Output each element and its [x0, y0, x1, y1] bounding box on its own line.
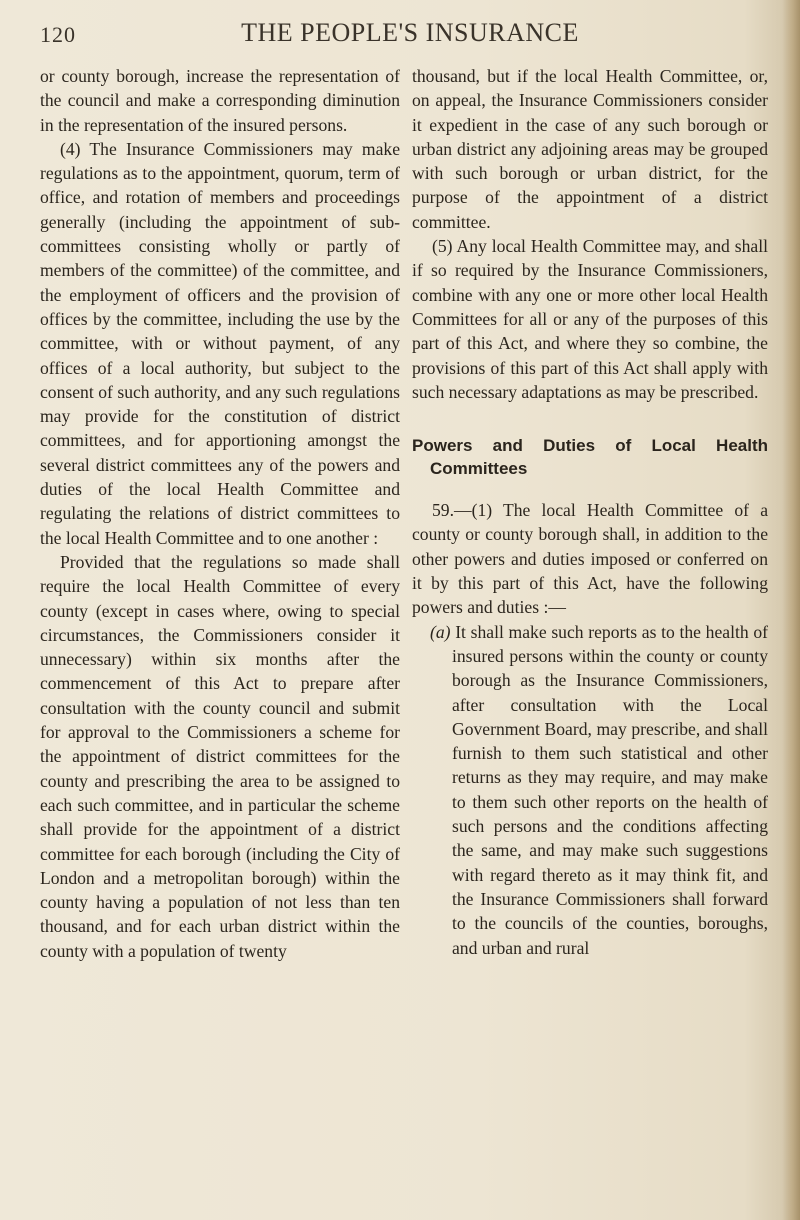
- left-column: [40, 64, 400, 963]
- paragraph-continuation-right: thousand, but if the local Health Committee, or, on appeal, the Insurance Commissioners consider it expedient in the case of any such borough or urban district any adjoining areas may be grouped with such borough or urban district, for the purpose of the appointment of a district committee.: [412, 66, 768, 232]
- clause-a: [412, 620, 768, 960]
- section-heading: [412, 434, 768, 480]
- paragraph-proviso: Provided that the regulations so made shall require the local Health Committee of every county (except in cases where, owing to special circumstances, the Commissioners consider it unnecessary) within six months after the commencement of this Act to prepare after consultation with the county council and submit for approval to the Commissioners a scheme for the appointment of district committees for the county and prescribing the area to be assigned to each such committee, and in particular the scheme shall provide for the appointment of a district committee for each borough (including the City of London and a metropolitan borough) within the county having a population of not less than ten thousand, and for each urban district within the county with a population of twenty: [40, 551, 400, 961]
- clause-a-text: It shall make such reports as to the health of insured persons within the county or county borough as the Insurance Commissioners, after consultation with the Local Government Board, may prescribe, and shall furnish to them such statistical and other returns as they may require, and may make to them such other reports on the health of such persons and the conditions affecting the same, and may make such suggestions with regard thereto as it may think fit, and the Insurance Commissioners shall forward to the councils of the counties, boroughs, and urban and rural: [452, 621, 768, 958]
- page-number: 120: [40, 22, 76, 47]
- running-head: THE PEOPLE'S INSURANCE: [241, 18, 579, 47]
- clause-a-label: (a): [430, 621, 451, 642]
- paragraph-section-59: 59.—(1) The local Health Committee of a county or county borough shall, in addition to the other powers and duties imposed or conferred on it by this part of this Act, have the following powers and duties :—: [412, 500, 768, 618]
- section-heading-line-1: Powers and Duties of Local Health: [412, 436, 768, 456]
- paragraph-continuation: or county borough, increase the representation of the council and make a corresponding diminution in the representation of the insured persons.: [40, 66, 400, 135]
- right-column: [412, 64, 768, 960]
- section-heading-line-2: Committees: [430, 459, 528, 479]
- paragraph-subsection-5: (5) Any local Health Committee may, and shall if so required by the Insurance Commissioners, combine with any one or more other local Health Committees for all or any of the purposes of this part of this Act, and where they so combine, the provisions of this part of this Act shall apply with such necessary adaptations as may be prescribed.: [412, 236, 768, 402]
- page-edge-shadow: [782, 0, 800, 1220]
- page-header: [40, 18, 780, 54]
- paragraph-subsection-4: (4) The Insurance Commissioners may make regulations as to the appointment, quorum, term of office, and rotation of members and proceedings generally (including the appointment of sub-committees consisting wholly or partly of members of the committee) of the committee, and the employment of officers and the provision of offices by the committee, including the use by the committee, with or without payment, of any offices of a local authority, but subject to the consent of such authority, and any such regulations may provide for the constitution of district committees, and for apportioning amongst the several district committees any of the powers and duties of the local Health Committee and regulating the relations of district committees to the local Health Committee and to one another :: [40, 138, 400, 548]
